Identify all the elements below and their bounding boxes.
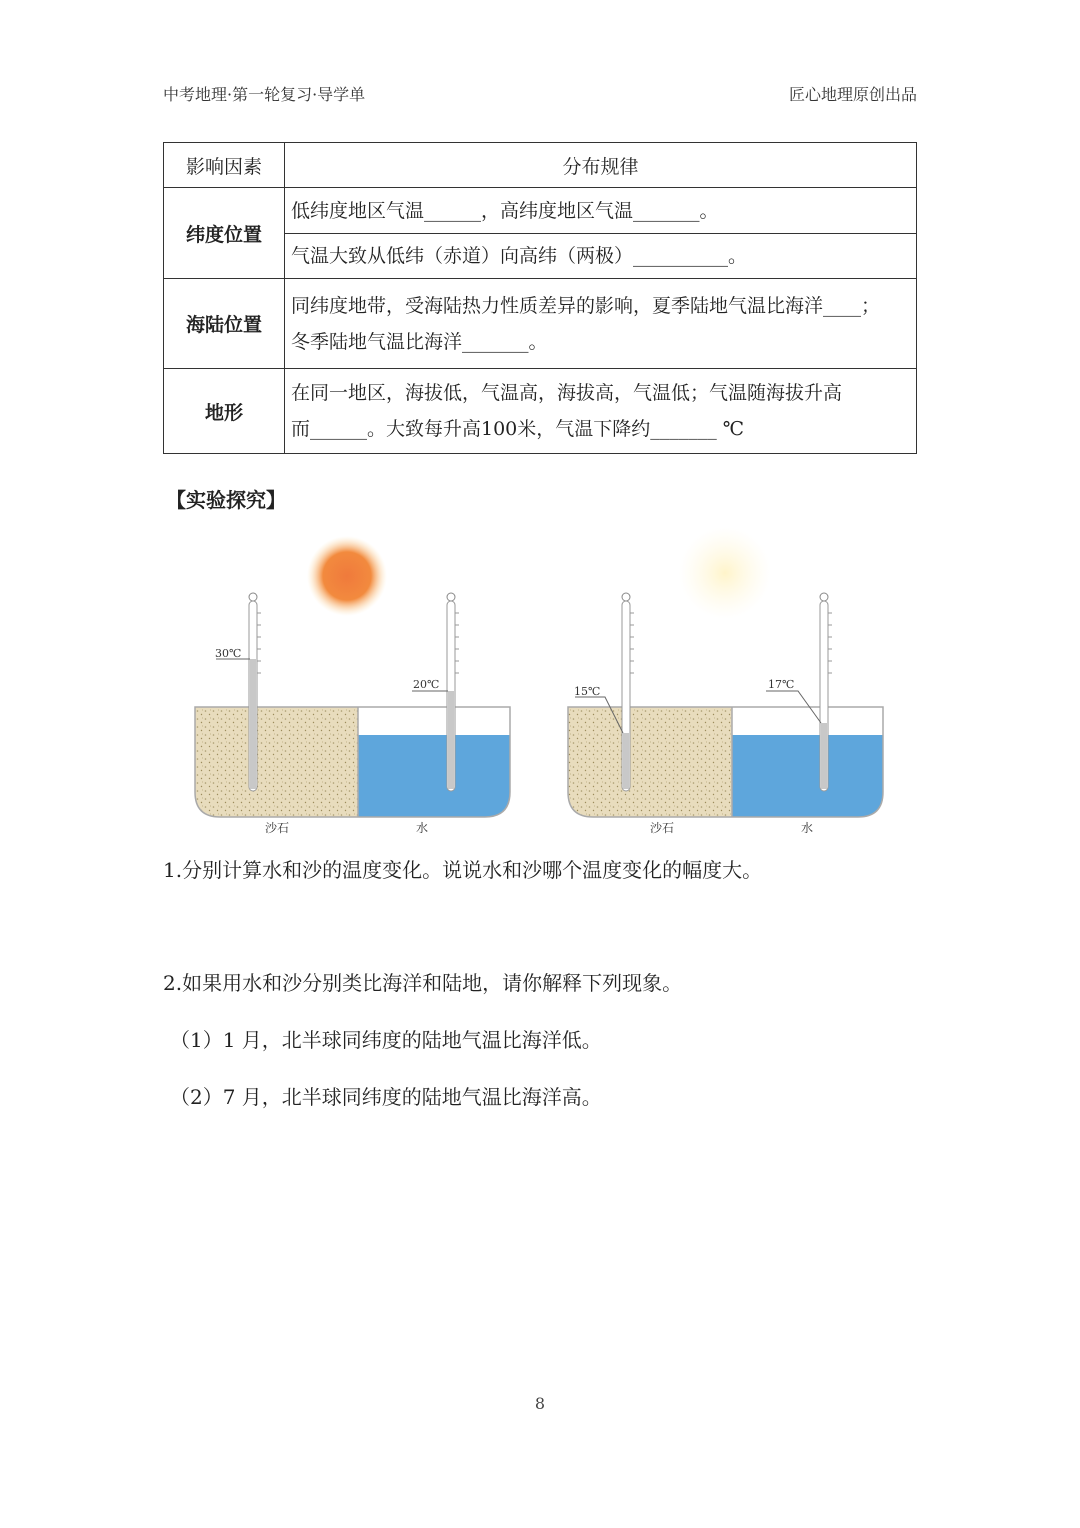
night-water-label: 水 — [800, 821, 814, 835]
night-sand-label: 沙石 — [649, 821, 675, 835]
question-1: 1.分别计算水和沙的温度变化。说说水和沙哪个温度变化的幅度大。 — [163, 858, 763, 882]
night-container — [568, 707, 883, 817]
page-number: 8 — [534, 1394, 546, 1413]
question-2: 2.如果用水和沙分别类比海洋和陆地，请你解释下列现象。 — [163, 971, 683, 995]
rule-land-sea — [285, 279, 917, 369]
day-water-label: 水 — [415, 821, 429, 835]
rule-terrain — [285, 369, 917, 454]
section-title: 【实验探究】 — [166, 488, 286, 512]
header-left: 中考地理·第一轮复习·导学单 — [163, 85, 366, 104]
header-right: 匠心地理原创出品 — [788, 85, 917, 104]
factor-latitude: 纬度位置 — [164, 188, 285, 279]
day-water-temp: 20℃ — [413, 678, 440, 691]
rule-land-sea-1: 同纬度地带，受海陆热力性质差异的影响，夏季陆地气温比海洋____； — [291, 294, 881, 317]
rule-terrain-2: 而______。大致每升高100米，气温下降约_______ ℃ — [291, 418, 745, 440]
question-2-2: （2）7 月，北半球同纬度的陆地气温比海洋高。 — [170, 1085, 602, 1109]
rule-latitude-2: 气温大致从低纬（赤道）向高纬（两极）__________。 — [285, 234, 917, 279]
day-sand-label: 沙石 — [264, 821, 290, 835]
water-fill — [358, 735, 510, 817]
experiment-figure — [180, 525, 900, 845]
question-2-1: （1）1 月，北半球同纬度的陆地气温比海洋低。 — [170, 1028, 602, 1052]
rule-terrain-1: 在同一地区，海拔低，气温高，海拔高，气温低；气温随海拔升高 — [291, 382, 843, 404]
col-rule-header: 分布规律 — [285, 143, 917, 188]
night-sand-temp: 15℃ — [574, 685, 601, 698]
factor-land-sea: 海陆位置 — [164, 279, 285, 369]
rule-latitude-1: 低纬度地区气温______，高纬度地区气温_______。 — [285, 188, 917, 234]
rule-land-sea-2: 冬季陆地气温比海洋_______。 — [291, 330, 548, 353]
day-container — [195, 707, 510, 817]
factor-terrain: 地形 — [164, 369, 285, 454]
sun-icon — [307, 536, 387, 616]
col-factor-header: 影响因素 — [164, 143, 285, 188]
factor-table — [163, 142, 917, 454]
night-water-temp: 17℃ — [768, 678, 795, 691]
day-sand-temp: 30℃ — [215, 647, 242, 660]
